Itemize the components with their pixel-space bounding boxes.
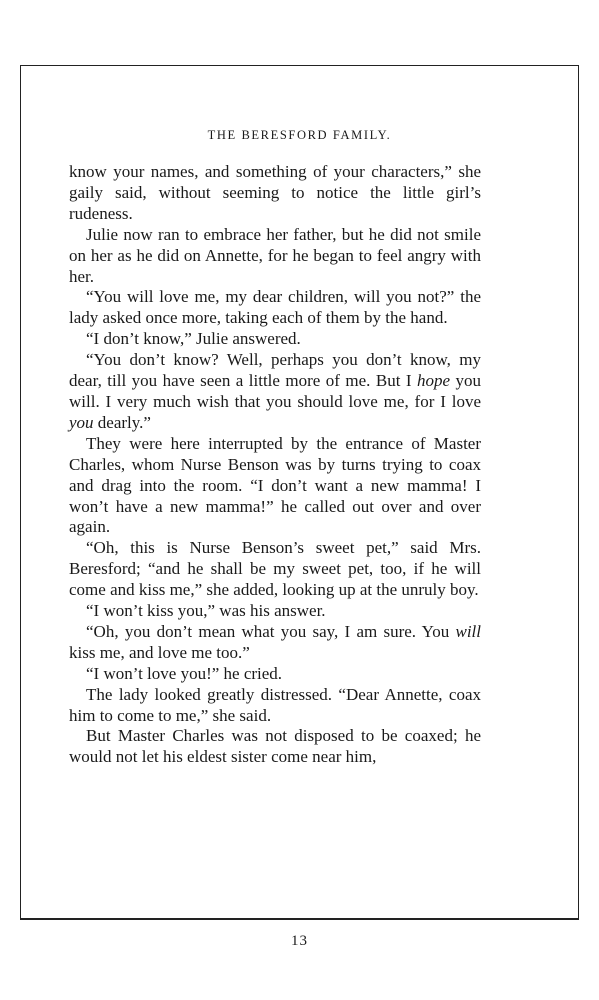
paragraph-9-text-b: kiss me, and love me too.” bbox=[69, 642, 250, 662]
paragraph-9-emphasis-will: will bbox=[455, 621, 481, 641]
paragraph-5-emphasis-hope: hope bbox=[417, 371, 451, 391]
paragraph-10: “I won’t love you!” he cried. bbox=[86, 663, 283, 683]
paragraph-2: Julie now ran to embrace her father, but he did not smile on her as he did on Annette, for he began to feel angry with her. bbox=[69, 224, 481, 286]
paragraph-5-emphasis-you: you bbox=[69, 412, 94, 432]
paragraph-11: The lady looked greatly distressed. “Dear Annette, coax him to come to me,” she said. bbox=[69, 684, 481, 725]
paragraph-8: “I won’t kiss you,” was his answer. bbox=[86, 601, 326, 621]
paragraph-5-text-a: “You don’t know? Well, perhaps you don’t know, my dear, till you have seen a little more of me. But I bbox=[69, 350, 481, 391]
paragraph-9-text-a: “Oh, you don’t mean what you say, I am sure. You bbox=[86, 621, 456, 641]
page-number: 13 bbox=[291, 933, 308, 949]
paragraph-5-text-b: you will. I very much wish that you should love me, for I love bbox=[69, 371, 481, 411]
paragraph-12: But Master Charles was not disposed to be coaxed; he would not let his eldest sister come near him, bbox=[69, 726, 481, 767]
paragraph-4: “I don’t know,” Julie answered. bbox=[86, 329, 301, 349]
paragraph-9 bbox=[69, 622, 481, 664]
body-text bbox=[69, 162, 481, 768]
paragraph-3: “You will love me, my dear children, will you not?” the lady asked once more, taking each of them by the hand. bbox=[69, 287, 481, 328]
paragraph-1: know your names, and something of your characters,” she gaily said, without seeming to notice the little girl’s rudeness. bbox=[69, 162, 481, 223]
paragraph-6: They were here interrupted by the entrance of Master Charles, whom Nurse Benson was by turns trying to coax and drag into the room. “I don’t want a new mamma! I won’t have a new mamma!” he called out over and over again. bbox=[69, 433, 481, 537]
paragraph-5 bbox=[69, 350, 481, 434]
paragraph-5-text-c: dearly.” bbox=[93, 412, 151, 432]
paragraph-7: “Oh, this is Nurse Benson’s sweet pet,” said Mrs. Beresford; “and he shall be my sweet pet, too, if he will come and kiss me,” she added, looking up at the unruly boy. bbox=[69, 538, 481, 600]
running-head: THE BERESFORD FAMILY. bbox=[207, 128, 392, 142]
